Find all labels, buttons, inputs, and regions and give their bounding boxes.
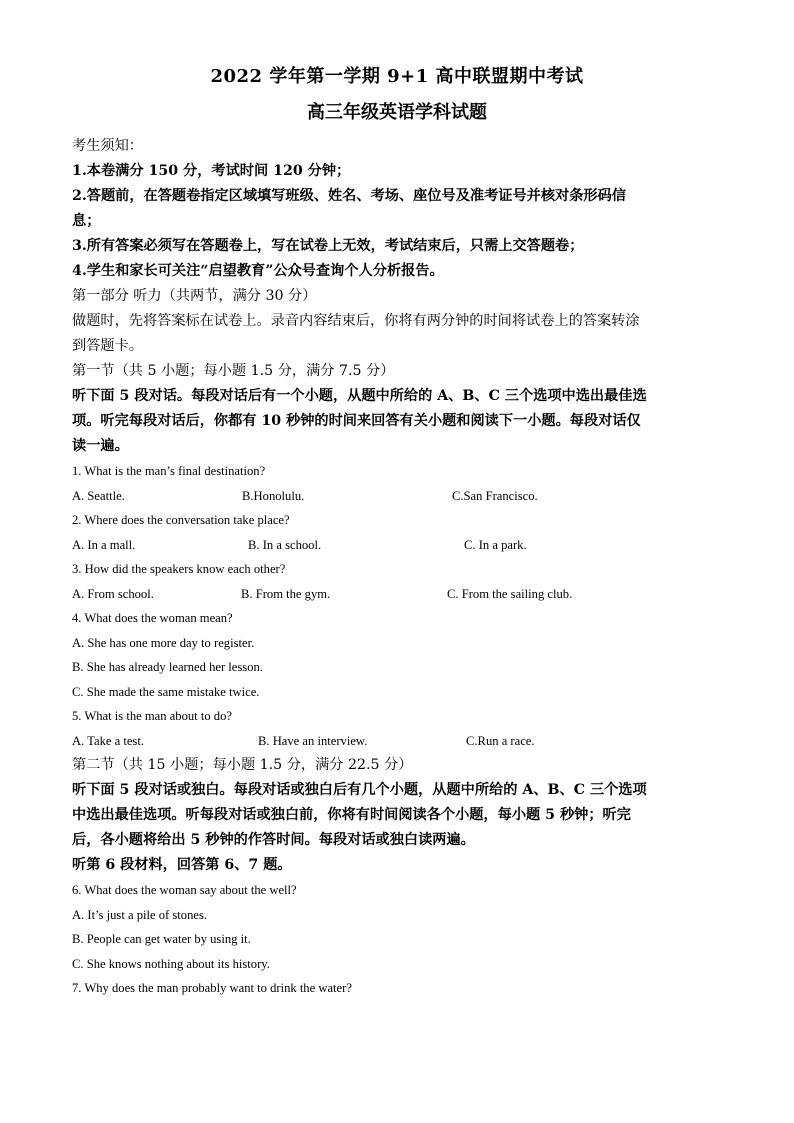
section2-instructions-line-3: 后，各小题将给出 5 秒钟的作答时间。每段对话或独白读两遍。 bbox=[72, 832, 475, 848]
question-2: 2. Where does the conversation take place? bbox=[72, 513, 290, 527]
question-3-options bbox=[72, 582, 722, 607]
exam-title: 2022 学年第一学期 9+1 高中联盟期中考试 bbox=[210, 66, 584, 87]
question-4: 4. What does the woman mean? bbox=[72, 611, 233, 625]
material-6-heading: 听第 6 段材料，回答第 6、7 题。 bbox=[72, 857, 292, 873]
question-6-option-b: B. People can get water by using it. bbox=[72, 932, 251, 946]
question-6-option-a: A. It’s just a pile of stones. bbox=[72, 907, 208, 922]
question-5: 5. What is the man about to do? bbox=[72, 709, 232, 723]
notice-item-2: 2.答题前，在答题卷指定区域填写班级、姓名、考场、座位号及准考证号并核对条形码信 bbox=[72, 188, 626, 204]
question-4-option-c: C. She made the same mistake twice. bbox=[72, 684, 260, 699]
section1-instructions-line-1: 听下面 5 段对话。每段对话后有一个小题，从题中所给的 A、B、C 三个选项中选出最佳选 bbox=[72, 388, 647, 404]
option-c: C.San Francisco. bbox=[452, 488, 538, 503]
option-c: C. In a park. bbox=[464, 537, 527, 552]
section2-heading: 第二节（共 15 小题；每小题 1.5 分，满分 22.5 分） bbox=[72, 757, 413, 773]
option-c: C. From the sailing club. bbox=[447, 586, 573, 601]
question-4-option-b: B. She has already learned her lesson. bbox=[72, 660, 263, 674]
question-2-options bbox=[72, 533, 722, 558]
option-a: A. In a mall. bbox=[72, 537, 136, 552]
exam-page bbox=[72, 66, 722, 1001]
section1-instructions-line-3: 读一遍。 bbox=[72, 438, 129, 454]
option-a: A. From school. bbox=[72, 586, 154, 601]
section1-heading: 第一节（共 5 小题；每小题 1.5 分，满分 7.5 分） bbox=[72, 363, 395, 379]
section2-instructions-line-1: 听下面 5 段对话或独白。每段对话或独白后有几个小题，从题中所给的 A、B、C 三个选项 bbox=[72, 782, 647, 798]
exam-subtitle: 高三年级英语学科试题 bbox=[307, 102, 487, 123]
notice-item-3: 3.所有答案必须写在答题卷上，写在试卷上无效，考试结束后，只需上交答题卷； bbox=[72, 238, 584, 254]
option-b: B. From the gym. bbox=[241, 586, 331, 601]
option-c: C.Run a race. bbox=[466, 733, 535, 748]
notice-item-1: 1.本卷满分 150 分，考试时间 120 分钟； bbox=[72, 163, 351, 179]
option-b: B. Have an interview. bbox=[258, 733, 368, 748]
question-4-option-a: A. She has one more day to register. bbox=[72, 635, 255, 650]
question-5-options bbox=[72, 729, 722, 754]
option-b: B. In a school. bbox=[248, 537, 322, 552]
question-6: 6. What does the woman say about the well? bbox=[72, 883, 297, 897]
option-b: B.Honolulu. bbox=[242, 488, 305, 503]
question-7: 7. Why does the man probably want to drink the water? bbox=[72, 981, 352, 995]
question-1: 1. What is the man’s final destination? bbox=[72, 464, 266, 478]
section1-instructions-line-2: 项。听完每段对话后，你都有 10 秒钟的时间来回答有关小题和阅读下一小题。每段对话仅 bbox=[72, 413, 641, 429]
section2-instructions-line-2: 中选出最佳选项。听每段对话或独白前，你将有时间阅读各个小题，每小题 5 秒钟；听完 bbox=[72, 807, 631, 823]
question-6-option-c: C. She knows nothing about its history. bbox=[72, 956, 270, 971]
option-a: A. Seattle. bbox=[72, 488, 125, 503]
part1-instructions-line-1: 做题时，先将答案标在试卷上。录音内容结束后，你将有两分钟的时间将试卷上的答案转涂 bbox=[72, 313, 640, 329]
notice-item-2-cont: 息； bbox=[72, 213, 101, 229]
question-1-options bbox=[72, 484, 722, 509]
question-3: 3. How did the speakers know each other? bbox=[72, 562, 286, 576]
notice-item-4: 4.学生和家长可关注“启望教育”公众号查询个人分析报告。 bbox=[72, 263, 444, 279]
notice-heading: 考生须知： bbox=[72, 138, 143, 154]
part1-heading: 第一部分 听力（共两节，满分 30 分） bbox=[72, 288, 317, 304]
part1-instructions-line-2: 到答题卡。 bbox=[72, 338, 143, 354]
option-a: A. Take a test. bbox=[72, 733, 144, 748]
